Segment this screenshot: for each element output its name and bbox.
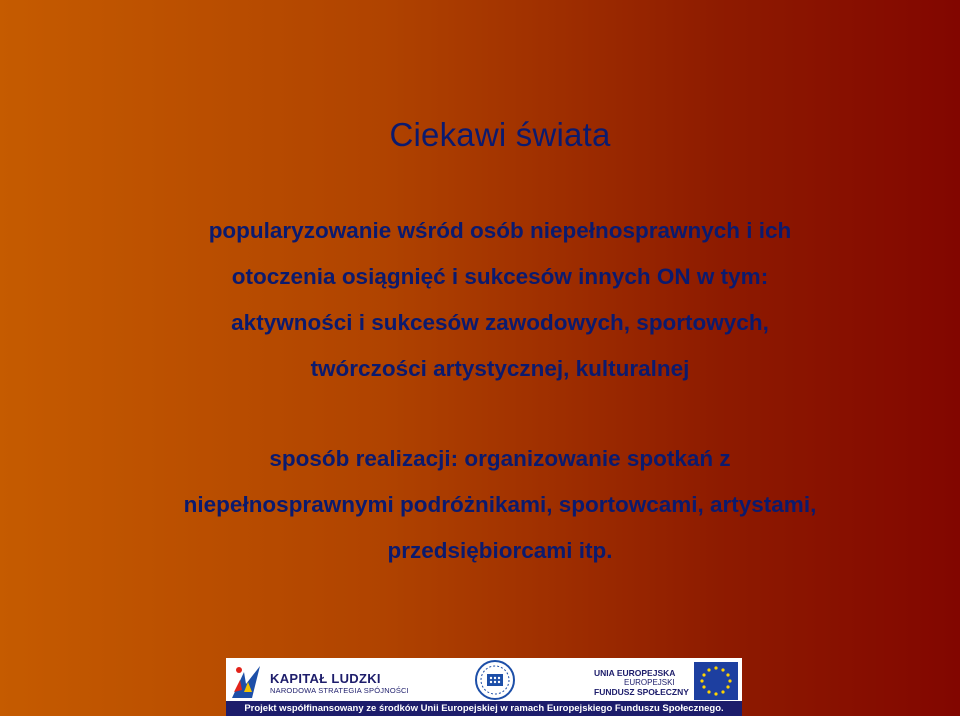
slide-title: Ciekawi świata (389, 116, 611, 153)
eu-union-name: UNIA EUROPEJSKA (594, 668, 676, 678)
paragraph-line: sposób realizacji: organizowanie spotkań z (269, 446, 731, 471)
paragraph-line: niepełnosprawnymi podróżnikami, sportowcami, artystami, (183, 492, 817, 517)
eu-flag-icon (694, 662, 738, 700)
paragraph-description (0, 208, 960, 392)
paragraph-line: popularyzowanie wśród osób niepełnosprawnych i ich (208, 218, 792, 243)
funding-footer (226, 658, 742, 716)
kapital-ludzki-subtitle: NARODOWA STRATEGIA SPÓJNOŚCI (270, 686, 409, 695)
funding-caption: Projekt współfinansowany ze środków Unii Europejskiej w ramach Europejskiego Funduszu Społecznego. (226, 701, 742, 716)
paragraph-line: przedsiębiorcami itp. (387, 538, 613, 563)
paragraph-line: otoczenia osiągnięć i sukcesów innych ON w tym: (231, 264, 769, 289)
paragraph-line: twórczości artystycznej, kulturalnej (310, 356, 690, 381)
kapital-ludzki-text (270, 672, 409, 695)
kapital-ludzki-name: KAPITAŁ LUDZKI (270, 671, 381, 686)
paragraph-method (0, 436, 960, 574)
eu-fund-name: FUNDUSZ SPOŁECZNY (594, 687, 689, 697)
kapital-ludzki-logo-icon (230, 662, 262, 700)
round-emblem-icon (473, 659, 517, 701)
eu-fund-line: EUROPEJSKI (624, 678, 675, 687)
eu-text (594, 668, 689, 697)
paragraph-line: aktywności i sukcesów zawodowych, sportowych, (231, 310, 769, 335)
